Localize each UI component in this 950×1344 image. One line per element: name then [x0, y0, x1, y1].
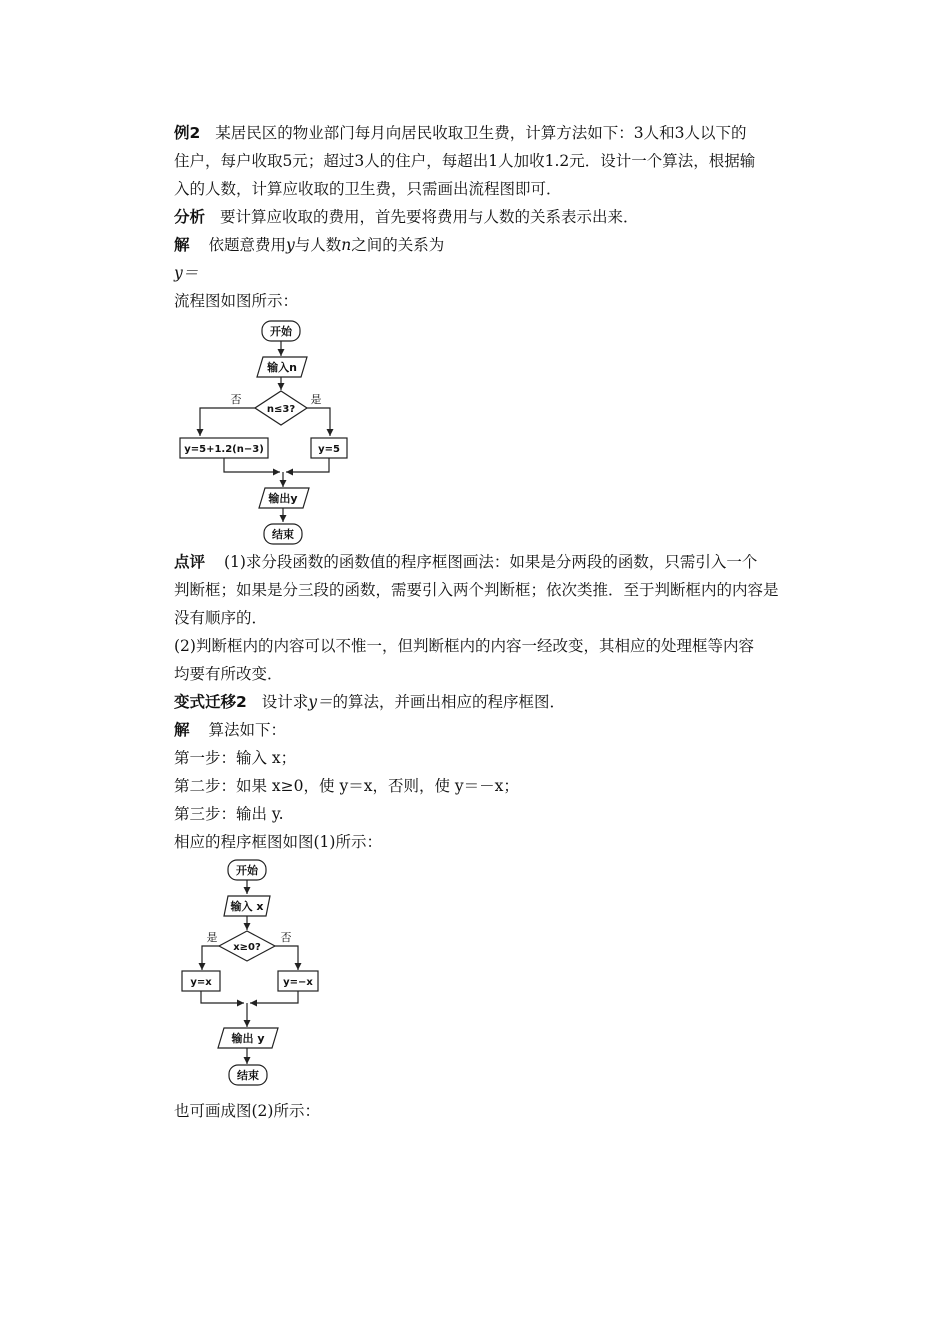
analysis-line — [174, 206, 638, 228]
solution2-step3: 第三步：输出 y. — [174, 805, 284, 823]
comment-line-1 — [174, 551, 757, 573]
comment-line-4: (2)判断框内的内容可以不惟一，但判断框内的内容一经改变，其相应的处理框等内容 — [174, 637, 754, 655]
fc1-right-box-label: y=5 — [318, 444, 340, 455]
comment-p1-l1: (1)求分段函数的函数值的程序框图画法：如果是分两段的函数，只需引入一个 — [223, 553, 758, 571]
solution2-fig-intro: 相应的程序框图如图(1)所示： — [174, 833, 382, 851]
fc1-end-label: 结束 — [272, 528, 294, 541]
fc1-start-label: 开始 — [270, 325, 292, 338]
solution1-text-c: 之间的关系为 — [351, 236, 445, 254]
example-label: 例2 — [174, 124, 201, 142]
fc1-condition-label: n≤3? — [266, 404, 296, 415]
solution1-var-n: n — [341, 236, 352, 254]
fc2-right-box-label: y=−x — [283, 977, 313, 988]
example-line-3: 入的人数，计算应收取的卫生费，只需画出流程图即可． — [174, 180, 562, 198]
comment-line-5: 均要有所改变． — [174, 665, 283, 683]
fc1-output-label: 输出y — [268, 492, 298, 505]
solution1-text-a: 依题意费用 — [208, 236, 286, 254]
closing-line: 也可画成图(2)所示： — [174, 1102, 320, 1120]
fc1-left-box-label: y=5+1.2(n−3) — [184, 444, 264, 455]
solution2-label: 解 — [174, 721, 190, 739]
analysis-text: 要计算应收取的费用，首先要将费用与人数的关系表示出来． — [219, 208, 639, 226]
variant-formula: y＝ — [308, 693, 333, 711]
example-line-1 — [174, 122, 746, 144]
solution2-step1: 第一步：输入 x； — [174, 749, 297, 767]
solution1-flow-intro: 流程图如图所示： — [174, 292, 299, 310]
flowchart-2 — [172, 856, 332, 1096]
comment-line-2: 判断框；如果是分三段的函数，需要引入两个判断框；依次类推．至于判断框内的内容是 — [174, 581, 779, 599]
flowchart-1 — [170, 316, 370, 552]
variant-text-b: 的算法，并画出相应的程序框图． — [332, 693, 566, 711]
solution1-line — [174, 234, 444, 256]
solution2-text: 算法如下： — [208, 721, 286, 739]
fc1-input-label: 输入n — [267, 361, 297, 374]
fc2-yes-label: 是 — [206, 931, 218, 944]
example-text-1: 某居民区的物业部门每月向居民收取卫生费，计算方法如下：3人和3人以下的 — [215, 124, 747, 142]
comment-line-3: 没有顺序的． — [174, 609, 268, 627]
solution1-var-y: y — [285, 236, 295, 254]
fc2-input-label: 输入 x — [230, 900, 264, 913]
analysis-label: 分析 — [174, 208, 206, 226]
fc1-no-label: 否 — [230, 393, 242, 406]
solution2-step2: 第二步：如果 x≥0，使 y＝x，否则，使 y＝－x； — [174, 777, 519, 795]
solution1-formula: y＝ — [174, 264, 199, 282]
variant-text-a: 设计求 — [261, 693, 309, 711]
variant-line — [174, 691, 565, 713]
example-line-2: 住户，每户收取5元；超过3人的住户，每超出1人加收1.2元．设计一个算法，根据输 — [174, 152, 756, 170]
fc2-condition-label: x≥0? — [233, 942, 261, 953]
solution2-line — [174, 719, 286, 741]
fc1-yes-label: 是 — [310, 393, 322, 406]
fc2-end-label: 结束 — [237, 1069, 259, 1082]
fc2-no-label: 否 — [280, 931, 292, 944]
fc2-output-label: 输出 y — [231, 1032, 265, 1045]
variant-label: 变式迁移2 — [174, 693, 247, 711]
fc2-left-box-label: y=x — [190, 977, 212, 988]
fc2-start-label: 开始 — [236, 864, 258, 877]
solution1-label: 解 — [174, 236, 190, 254]
solution1-text-b: 与人数 — [294, 236, 342, 254]
comment-label: 点评 — [174, 553, 206, 571]
